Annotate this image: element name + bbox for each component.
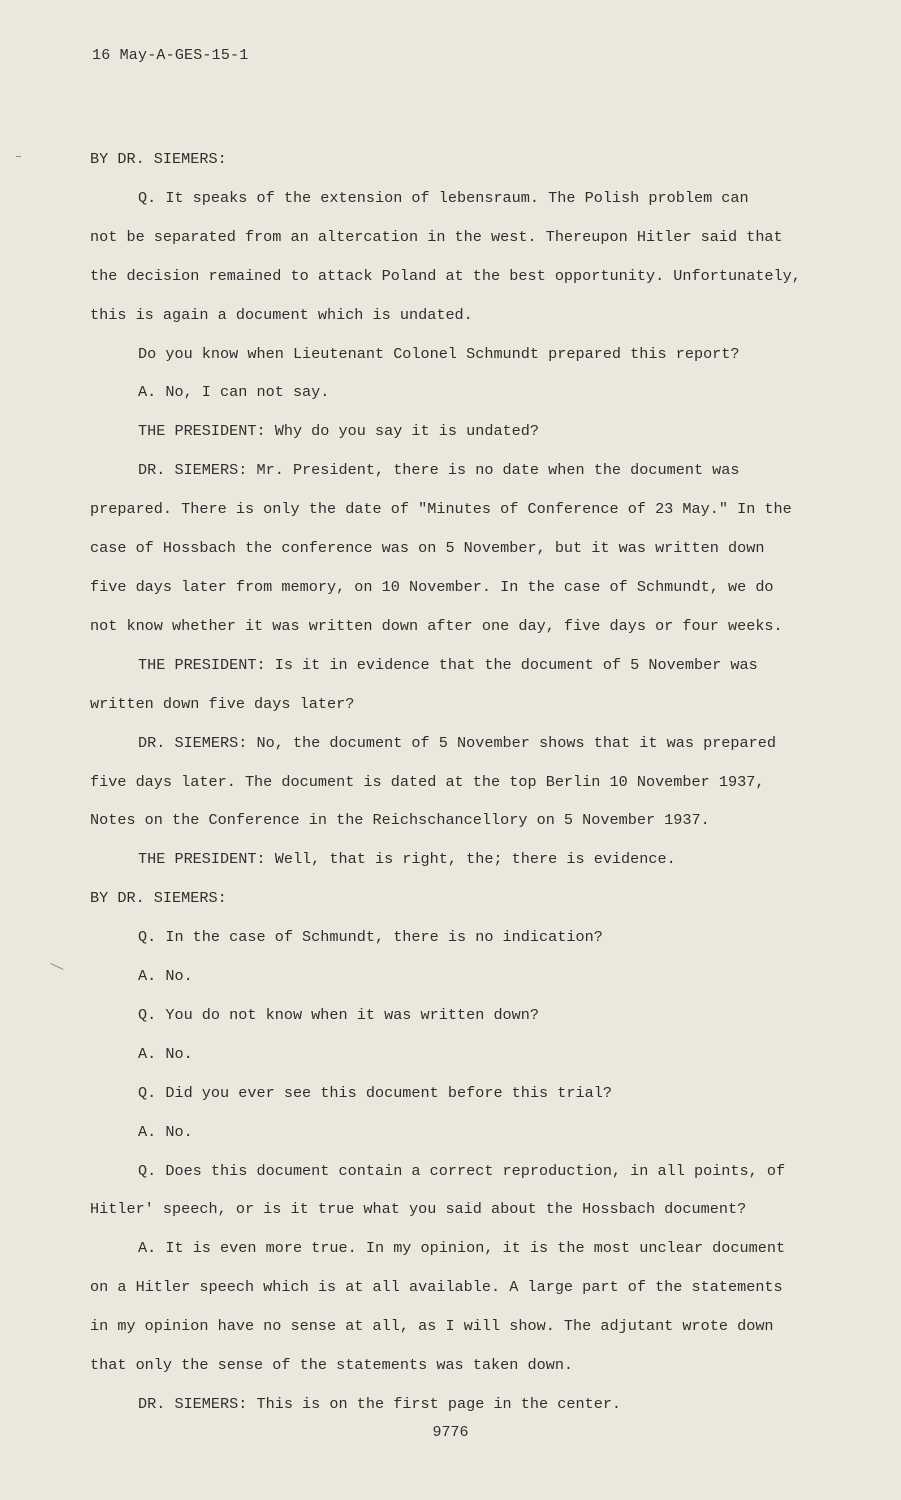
transcript-line: DR. SIEMERS: This is on the first page in the center. [138,1395,622,1413]
margin-mark [50,963,63,970]
transcript-line: the decision remained to attack Poland at the best opportunity. Unfortunately, [90,266,801,285]
transcript-line: Q. Did you ever see this document before this trial? [138,1083,612,1102]
page-identifier: 16 May-A-GES-15-1 [92,47,249,64]
transcript-line: Hitler' speech, or is it true what you said about the Hossbach document? [90,1200,747,1219]
page-number: 9776 [432,1424,469,1441]
transcript-line: THE PRESIDENT: Is it in evidence that the document of 5 November was [138,655,758,674]
transcript-line: DR. SIEMERS: Mr. President, there is no date when the document was [138,461,740,480]
transcript-line: this is again a document which is undated. [90,305,473,324]
transcript-line: BY DR. SIEMERS: [90,889,227,908]
transcript-body [90,140,860,1424]
transcript-line: Q. It speaks of the extension of lebensraum. The Polish problem can [138,188,749,207]
transcript-line: five days later from memory, on 10 November. In the case of Schmundt, we do [90,577,774,596]
transcript-line: A. No, I can not say. [138,383,330,402]
transcript-line: five days later. The document is dated at the top Berlin 10 November 1937, [90,772,765,791]
transcript-line: A. No. [138,1044,193,1063]
margin-mark [16,156,21,157]
transcript-line: BY DR. SIEMERS: [90,150,227,168]
transcript-line: prepared. There is only the date of "Minutes of Conference of 23 May." In the [90,500,792,519]
transcript-line: on a Hitler speech which is at all available. A large part of the statements [90,1278,783,1297]
transcript-line: Q. Does this document contain a correct reproduction, in all points, of [138,1161,786,1180]
transcript-line: that only the sense of the statements was taken down. [90,1356,574,1375]
transcript-line: Q. You do not know when it was written down? [138,1005,540,1024]
transcript-line: THE PRESIDENT: Why do you say it is undated? [138,422,540,441]
transcript-line: DR. SIEMERS: No, the document of 5 November shows that it was prepared [138,733,776,752]
transcript-line: not know whether it was written down after one day, five days or four weeks. [90,616,783,635]
transcript-line: in my opinion have no sense at all, as I will show. The adjutant wrote down [90,1317,774,1336]
transcript-line: A. No. [138,967,193,986]
transcript-line: A. No. [138,1122,193,1141]
transcript-line: Q. In the case of Schmundt, there is no indication? [138,928,603,947]
transcript-line: not be separated from an altercation in the west. Thereupon Hitler said that [90,227,783,246]
transcript-line: case of Hossbach the conference was on 5 November, but it was written down [90,539,765,558]
transcript-line: A. It is even more true. In my opinion, it is the most unclear document [138,1239,786,1258]
transcript-line: Notes on the Conference in the Reichschancellory on 5 November 1937. [90,811,710,830]
transcript-line: written down five days later? [90,694,355,713]
transcript-line: Do you know when Lieutenant Colonel Schmundt prepared this report? [138,344,740,363]
transcript-line: THE PRESIDENT: Well, that is right, the; there is evidence. [138,850,676,869]
